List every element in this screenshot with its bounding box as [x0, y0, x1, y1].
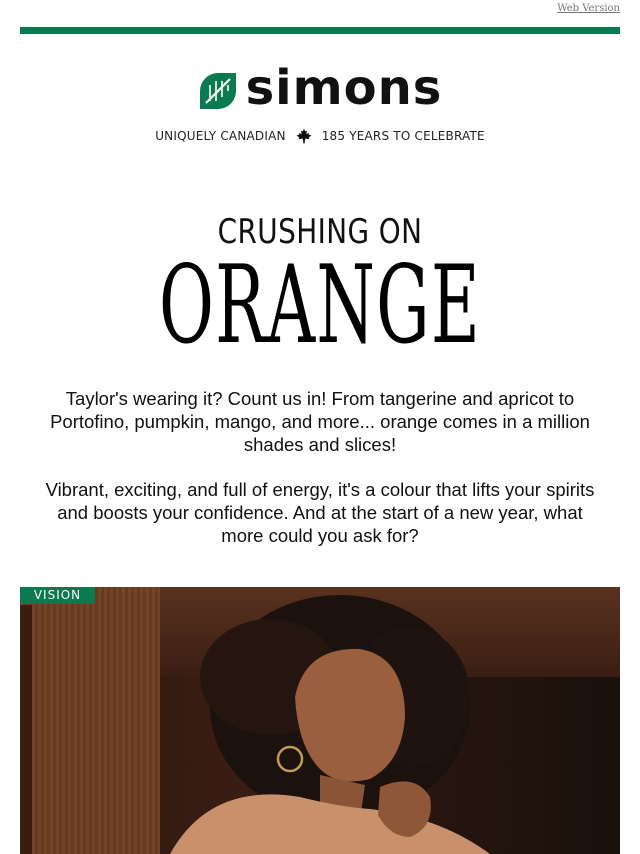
web-version-link[interactable]: Web Version	[557, 3, 620, 14]
maple-leaf-icon	[296, 128, 312, 144]
hero-photo[interactable]	[20, 587, 620, 854]
tagline-right: 185 YEARS TO CELEBRATE	[321, 129, 485, 143]
brand-tagline	[0, 128, 640, 144]
tagline-left: UNIQUELY CANADIAN	[155, 129, 286, 143]
headline-orange: ORANGE	[158, 243, 482, 368]
top-divider	[20, 27, 620, 34]
secondary-paragraph: Vibrant, exciting, and full of energy, it's a colour that lifts your spirits and boosts your confidence. And at the start of a new year, what more could you ask for?	[45, 479, 595, 546]
headline-crushing-on: CRUSHING ON	[217, 212, 423, 252]
leaf-logo-icon	[198, 71, 238, 111]
simons-wordmark: simons	[245, 60, 443, 116]
vision-badge: VISION	[20, 587, 95, 604]
simons-logo[interactable]	[0, 60, 640, 116]
intro-paragraph: Taylor's wearing it? Count us in! From tangerine and apricot to Portofino, pumpkin, mango, and more... orange comes in a million shades and slices!	[50, 388, 590, 455]
model-portrait-illustration	[20, 587, 620, 854]
